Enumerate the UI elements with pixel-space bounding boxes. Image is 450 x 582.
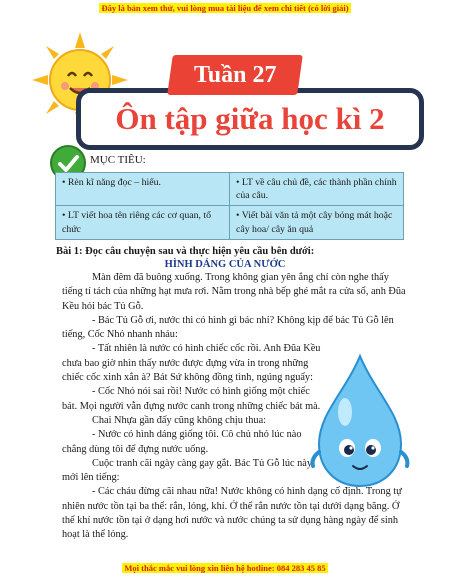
goal-item: • LT viết hoa tên riêng các cơ quan, tổ chức xyxy=(56,206,230,239)
goals-heading: MỤC TIÊU: xyxy=(90,154,146,166)
story-paragraph: - Các cháu đừng cãi nhau nữa! Nước không có hình dạng cố định. Trong tự nhiên nước tồn tại ba thể: rắn, lỏng, khí. Ở thể rắn nước tồn tại dưới dạng băng. Ở thể khí nước tồn tại ở dạng hơi nước và nước chúng ta sử dụng hàng ngày để sinh hoạt là thể lỏng. xyxy=(62,486,402,541)
goals-table xyxy=(55,172,404,240)
exercise-title: Bài 1: Đọc câu chuyện sau và thực hiện yêu cầu bên dưới: xyxy=(56,246,315,257)
goal-item: • LT về câu chủ đề, các thành phần chính của câu. xyxy=(230,173,404,206)
story-title: HÌNH DÁNG CỦA NƯỚC xyxy=(164,259,286,270)
story-paragraph: Màn đêm đã buông xuống. Trong không gian yên ắng chỉ còn nghe thấy tiếng tí tách của những hạt mưa rơi. Nằm trong nhà bếp ghé mắt ra cửa sổ, anh Đũa Kều hỏi bác Tủ Gỗ. xyxy=(62,272,406,312)
water-drop-icon xyxy=(305,352,415,492)
goal-item: • Rèn kĩ năng đọc – hiểu. xyxy=(56,173,230,206)
contact-notice: Mọi thắc mắc vui lòng xin liên hệ hotline: 084 283 45 85 xyxy=(124,563,326,573)
story-paragraph: - Bác Tủ Gỗ ơi, nước thì có hình gì bác nhỉ? Không kịp để bác Tủ Gỗ lên tiếng, Cốc Nhỏ nhanh nhảu: xyxy=(62,314,394,341)
week-badge: Tuần 27 xyxy=(167,55,303,95)
goal-item: • Viết bài văn tả một cây bóng mát hoặc cây hoa/ cây ăn quả xyxy=(230,206,404,239)
story-paragraph: Chai Nhựa gần đấy cũng không chịu thua: xyxy=(92,414,267,426)
story-paragraph: - Tất nhiên là nước có hình chiếc cốc rồi. Anh Đũa Kều chưa bao giờ nhìn thấy nước được đựng vừa in trong những chiếc cốc xinh xắn à? Bát Sứ không đồng tình, ngúng nguẩy: xyxy=(62,343,321,384)
preview-notice: Đây là bản xem thử, vui lòng mua tài liệu để xem chi tiết (có lời giải) xyxy=(101,3,349,13)
story-paragraph: Cuộc tranh cãi ngày càng gay gắt. Bác Tủ Gỗ lúc này mới lên tiếng: xyxy=(62,457,312,484)
page-title: Ôn tập giữa học kì 2 xyxy=(76,88,424,150)
story-paragraph: - Nước có hình dáng giống tôi. Cô chủ nhỏ lúc nào chẳng dùng tôi để đựng nước uống. xyxy=(62,429,302,455)
story-paragraph: - Cốc Nhỏ nói sai rồi! Nước có hình giống một chiếc bát. Mọi người vẫn đựng nước canh trong những chiếc bát mà. xyxy=(62,386,321,412)
